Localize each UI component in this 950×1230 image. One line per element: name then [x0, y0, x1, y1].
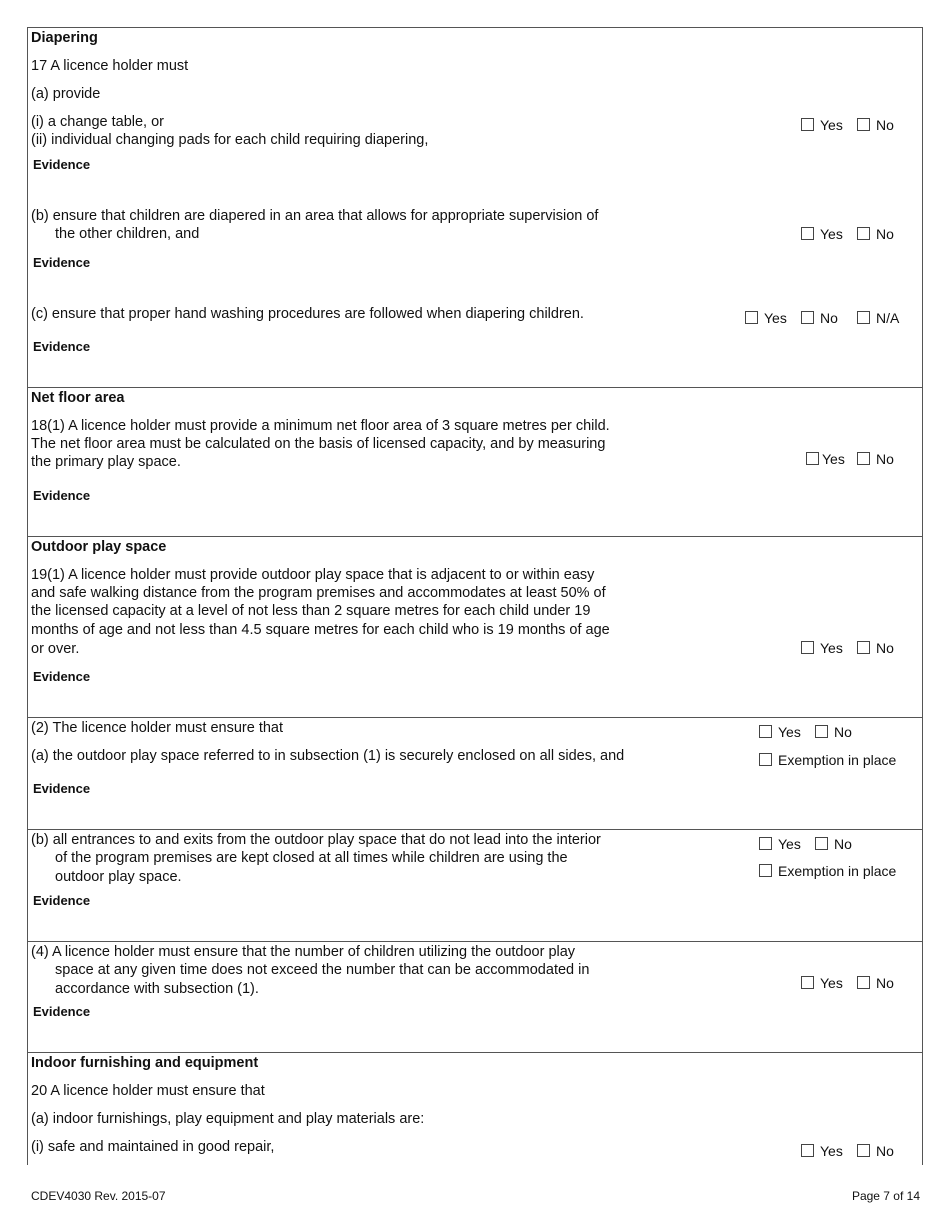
yes-checkbox-20a-i[interactable]: [801, 1144, 814, 1157]
yes-checkbox-19-2b[interactable]: [759, 837, 772, 850]
evidence-label: Evidence: [33, 488, 91, 503]
clause-20-intro: 20 A licence holder must ensure that: [31, 1083, 265, 1099]
no-checkbox-20a-i[interactable]: [857, 1144, 870, 1157]
yes-label: Yes: [820, 975, 843, 991]
section-heading-net-floor-area: Net floor area: [31, 390, 125, 406]
section-divider: [27, 387, 923, 388]
yes-label: Yes: [820, 640, 843, 656]
yes-checkbox-17a[interactable]: [801, 118, 814, 131]
clause-19-line1: 19(1) A licence holder must provide outdoor play space that is adjacent to or within easy: [31, 567, 595, 583]
section-divider: [27, 536, 923, 537]
exemption-label: Exemption in place: [778, 752, 897, 768]
evidence-label: Evidence: [33, 781, 91, 796]
no-checkbox-19-2a[interactable]: [815, 725, 828, 738]
section-divider: [27, 941, 923, 942]
section-heading-outdoor-play-space: Outdoor play space: [31, 539, 167, 555]
clause-19-line5: or over.: [31, 641, 80, 657]
clause-19-line2: and safe walking distance from the program premises and accommodates at least 50% of: [31, 585, 606, 601]
no-checkbox-18[interactable]: [857, 452, 870, 465]
yes-label: Yes: [764, 310, 787, 326]
na-checkbox-17c[interactable]: [857, 311, 870, 324]
evidence-label: Evidence: [33, 255, 91, 270]
evidence-label: Evidence: [33, 669, 91, 684]
yes-checkbox-19-4[interactable]: [801, 976, 814, 989]
clause-20a-i: (i) safe and maintained in good repair,: [31, 1139, 275, 1155]
no-checkbox-17b[interactable]: [857, 227, 870, 240]
clause-19-2b-line3: outdoor play space.: [55, 869, 182, 885]
yes-checkbox-17c[interactable]: [745, 311, 758, 324]
clause-19-line3: the licensed capacity at a level of not less than 2 square metres for each child under 19: [31, 603, 591, 619]
clause-18-line1: 18(1) A licence holder must provide a minimum net floor area of 3 square metres per child.: [31, 418, 610, 434]
section-divider: [27, 829, 923, 830]
no-label: No: [834, 724, 852, 740]
no-label: No: [876, 975, 894, 991]
yes-label: Yes: [778, 724, 801, 740]
clause-19-2: (2) The licence holder must ensure that: [31, 720, 284, 736]
no-label: No: [876, 640, 894, 656]
clause-19-2a: (a) the outdoor play space referred to in subsection (1) is securely enclosed on all sides, and: [31, 748, 625, 764]
yes-checkbox-18[interactable]: [806, 452, 819, 465]
no-label: No: [876, 117, 894, 133]
clause-17b-line1: (b) ensure that children are diapered in an area that allows for appropriate supervision of: [31, 208, 599, 224]
evidence-label: Evidence: [33, 1004, 91, 1019]
evidence-label: Evidence: [33, 893, 91, 908]
clause-19-2b-line2: of the program premises are kept closed at all times while children are using the: [55, 850, 568, 866]
clause-17a-i: (i) a change table, or: [31, 114, 164, 130]
no-checkbox-19-1[interactable]: [857, 641, 870, 654]
na-label: N/A: [876, 310, 900, 326]
clause-19-4-line2: space at any given time does not exceed the number that can be accommodated in: [55, 962, 590, 978]
section-divider: [27, 1052, 923, 1053]
page-number: Page 7 of 14: [851, 1189, 920, 1203]
no-label: No: [876, 226, 894, 242]
clause-20a: (a) indoor furnishings, play equipment and play materials are:: [31, 1111, 425, 1127]
evidence-label: Evidence: [33, 339, 91, 354]
clause-17a: (a) provide: [31, 86, 101, 102]
clause-18-line2: The net floor area must be calculated on the basis of licensed capacity, and by measuring: [31, 436, 606, 452]
section-heading-indoor-furnishing: Indoor furnishing and equipment: [31, 1055, 259, 1071]
yes-label: Yes: [820, 1143, 843, 1159]
form-id: CDEV4030 Rev. 2015-07: [31, 1189, 166, 1203]
clause-18-line3: the primary play space.: [31, 454, 181, 470]
no-label: No: [820, 310, 838, 326]
clause-19-line4: months of age and not less than 4.5 square metres for each child who is 19 months of age: [31, 622, 610, 638]
no-checkbox-19-2b[interactable]: [815, 837, 828, 850]
evidence-label: Evidence: [33, 157, 91, 172]
clause-17-intro: 17 A licence holder must: [31, 58, 189, 74]
yes-checkbox-19-2a[interactable]: [759, 725, 772, 738]
no-label: No: [876, 1143, 894, 1159]
section-divider: [27, 717, 923, 718]
clause-17b-line2: the other children, and: [55, 226, 200, 242]
exemption-checkbox-19-2a[interactable]: [759, 753, 772, 766]
section-heading-diapering: Diapering: [31, 30, 98, 46]
no-label: No: [876, 451, 894, 467]
yes-label: Yes: [822, 451, 845, 467]
no-checkbox-17a[interactable]: [857, 118, 870, 131]
exemption-checkbox-19-2b[interactable]: [759, 864, 772, 877]
clause-17c: (c) ensure that proper hand washing procedures are followed when diapering children.: [31, 306, 584, 322]
yes-checkbox-19-1[interactable]: [801, 641, 814, 654]
clause-19-4-line1: (4) A licence holder must ensure that the number of children utilizing the outdoor play: [31, 944, 576, 960]
clause-17a-ii: (ii) individual changing pads for each child requiring diapering,: [31, 132, 429, 148]
exemption-label: Exemption in place: [778, 863, 897, 879]
no-checkbox-19-4[interactable]: [857, 976, 870, 989]
yes-label: Yes: [820, 226, 843, 242]
yes-label: Yes: [820, 117, 843, 133]
clause-19-4-line3: accordance with subsection (1).: [55, 981, 259, 997]
yes-checkbox-17b[interactable]: [801, 227, 814, 240]
no-checkbox-17c[interactable]: [801, 311, 814, 324]
clause-19-2b-line1: (b) all entrances to and exits from the outdoor play space that do not lead into the interior: [31, 832, 601, 848]
yes-label: Yes: [778, 836, 801, 852]
no-label: No: [834, 836, 852, 852]
